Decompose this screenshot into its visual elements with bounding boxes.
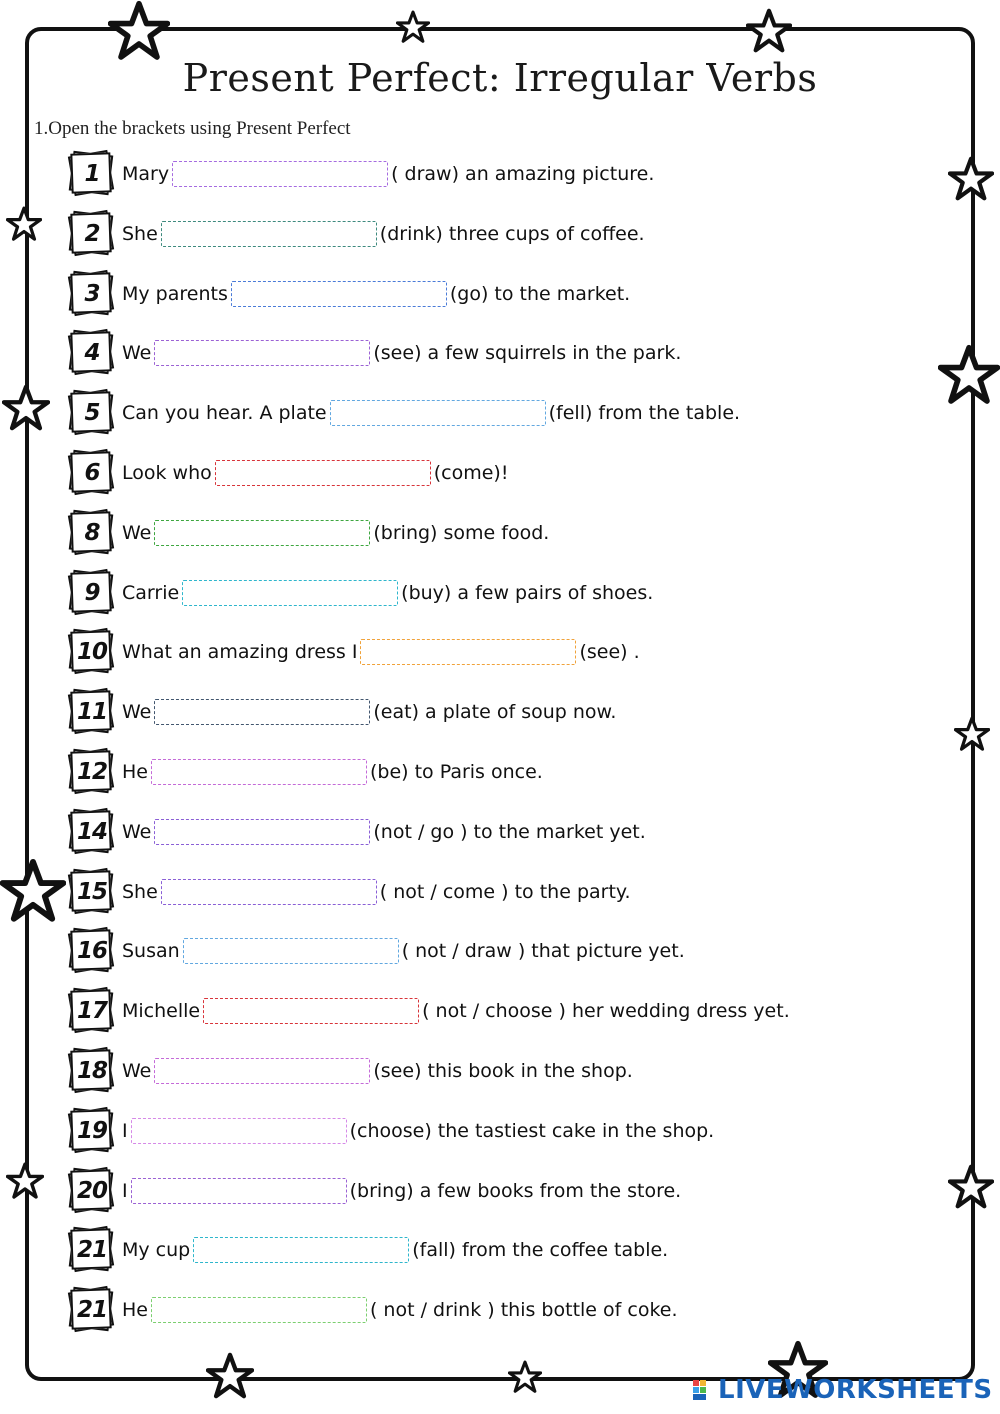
answer-input[interactable] bbox=[131, 1178, 347, 1204]
sentence-start: Mary bbox=[122, 163, 170, 185]
sentence-end: ( draw) an amazing picture. bbox=[391, 163, 655, 185]
sentence-start: My parents bbox=[122, 282, 228, 305]
answer-input[interactable] bbox=[151, 1297, 367, 1323]
answer-input[interactable] bbox=[161, 879, 377, 905]
item-number: 4 bbox=[84, 340, 100, 367]
item-number: 14 bbox=[76, 818, 107, 845]
exercise-row bbox=[66, 327, 681, 379]
sentence-end: (fell) from the table. bbox=[548, 402, 741, 425]
item-number-badge bbox=[66, 387, 118, 439]
sentence-end: (fall) from the coffee table. bbox=[412, 1239, 669, 1262]
sentence-start: I bbox=[122, 1179, 128, 1202]
sentence-end: (see) a few squirrels in the park. bbox=[373, 342, 682, 365]
exercise-row bbox=[66, 746, 543, 798]
item-number: 1 bbox=[84, 161, 100, 187]
exercise-row bbox=[66, 985, 790, 1037]
answer-input[interactable] bbox=[154, 520, 370, 546]
exercise-row bbox=[66, 1045, 633, 1097]
item-number: 9 bbox=[84, 579, 100, 606]
answer-input[interactable] bbox=[215, 460, 431, 486]
item-number-badge bbox=[66, 268, 118, 320]
item-number: 2 bbox=[84, 220, 100, 247]
item-number: 11 bbox=[76, 699, 107, 726]
exercise-row bbox=[66, 866, 630, 918]
sentence-start: Susan bbox=[122, 940, 180, 963]
item-number-badge bbox=[66, 686, 118, 738]
item-number-badge bbox=[66, 1045, 118, 1097]
star-icon bbox=[948, 1164, 994, 1210]
item-number-badge bbox=[66, 148, 118, 200]
sentence-start: We bbox=[122, 1060, 152, 1082]
answer-input[interactable] bbox=[193, 1237, 409, 1263]
answer-input[interactable] bbox=[154, 699, 370, 725]
item-number-badge bbox=[66, 1105, 118, 1157]
exercise-row bbox=[66, 925, 685, 977]
exercise-row bbox=[66, 1224, 668, 1276]
sentence-end: (be) to Paris once. bbox=[369, 761, 543, 783]
star-icon bbox=[6, 206, 42, 242]
star-icon bbox=[2, 384, 50, 432]
exercise-row bbox=[66, 626, 640, 678]
exercise-row bbox=[66, 447, 508, 499]
sentence-start: I bbox=[122, 1119, 128, 1142]
item-number: 17 bbox=[76, 998, 107, 1025]
sentence-start: She bbox=[122, 222, 158, 245]
sentence-start: Carrie bbox=[122, 581, 180, 604]
item-number: 10 bbox=[76, 639, 107, 666]
exercise-row bbox=[66, 507, 549, 559]
sentence-end: (bring) some food. bbox=[373, 521, 550, 544]
item-number-badge bbox=[66, 866, 118, 918]
exercise-row bbox=[66, 148, 654, 200]
item-number: 20 bbox=[76, 1177, 107, 1204]
exercise-row bbox=[66, 1105, 714, 1157]
exercise-row bbox=[66, 1284, 678, 1336]
answer-input[interactable] bbox=[151, 759, 367, 785]
answer-input[interactable] bbox=[161, 221, 377, 247]
answer-input[interactable] bbox=[182, 580, 398, 606]
exercise-row bbox=[66, 686, 616, 738]
item-number: 19 bbox=[76, 1117, 107, 1144]
exercise-row bbox=[66, 567, 653, 619]
star-icon bbox=[396, 10, 430, 44]
sentence-start: He bbox=[122, 761, 148, 783]
sentence-end: (see) . bbox=[579, 641, 640, 664]
sentence-start: My cup bbox=[122, 1239, 191, 1262]
sentence-end: (drink) three cups of coffee. bbox=[379, 222, 645, 245]
sentence-end: (come)! bbox=[433, 462, 509, 484]
answer-input[interactable] bbox=[154, 1058, 370, 1084]
item-number-badge bbox=[66, 1224, 118, 1276]
sentence-start: He bbox=[122, 1299, 148, 1322]
item-number-badge bbox=[66, 1165, 118, 1217]
answer-input[interactable] bbox=[360, 639, 576, 665]
item-number: 3 bbox=[84, 280, 100, 307]
sentence-start: What an amazing dress I bbox=[122, 641, 358, 664]
item-number-badge bbox=[66, 507, 118, 559]
liveworksheets-logo[interactable] bbox=[692, 1375, 993, 1405]
item-number: 15 bbox=[76, 878, 107, 905]
answer-input[interactable] bbox=[183, 938, 399, 964]
item-number: 5 bbox=[84, 400, 100, 427]
sentence-end: (eat) a plate of soup now. bbox=[373, 701, 617, 724]
item-number-badge bbox=[66, 1284, 118, 1336]
sentence-start: Can you hear. A plate bbox=[122, 402, 327, 425]
sentence-start: We bbox=[122, 342, 152, 365]
sentence-end: (go) to the market. bbox=[449, 282, 631, 305]
star-icon bbox=[0, 858, 66, 924]
answer-input[interactable] bbox=[154, 340, 370, 366]
exercise-row bbox=[66, 806, 646, 858]
item-number: 6 bbox=[84, 460, 100, 486]
sentence-end: (not / go ) to the market yet. bbox=[373, 820, 646, 843]
instruction-text: 1.Open the brackets using Present Perfect bbox=[34, 118, 351, 139]
item-number-badge bbox=[66, 746, 118, 798]
star-icon bbox=[6, 1162, 44, 1200]
star-icon bbox=[948, 156, 994, 202]
sentence-start: We bbox=[122, 521, 152, 544]
item-number-badge bbox=[66, 985, 118, 1037]
item-number: 21 bbox=[76, 1297, 107, 1324]
star-icon bbox=[108, 0, 170, 62]
item-number: 12 bbox=[76, 759, 107, 785]
item-number: 8 bbox=[84, 519, 100, 546]
sentence-start: We bbox=[122, 701, 152, 724]
item-number-badge bbox=[66, 567, 118, 619]
exercise-row bbox=[66, 1165, 681, 1217]
item-number: 18 bbox=[76, 1058, 107, 1084]
star-icon bbox=[746, 8, 792, 54]
item-number-badge bbox=[66, 626, 118, 678]
answer-input[interactable] bbox=[172, 161, 388, 187]
liveworksheets-logo-icon bbox=[692, 1378, 714, 1402]
answer-input[interactable] bbox=[231, 281, 447, 307]
star-icon bbox=[508, 1360, 542, 1394]
exercise-row bbox=[66, 208, 645, 260]
sentence-end: ( not / drink ) this bottle of coke. bbox=[369, 1299, 678, 1322]
item-number-badge bbox=[66, 447, 118, 499]
answer-input[interactable] bbox=[154, 819, 370, 845]
star-icon bbox=[954, 716, 990, 752]
sentence-start: Michelle bbox=[122, 1000, 201, 1023]
answer-input[interactable] bbox=[203, 998, 419, 1024]
answer-input[interactable] bbox=[330, 400, 546, 426]
sentence-end: ( not / come ) to the party. bbox=[379, 880, 631, 903]
liveworksheets-brand: LIVEWORKSHEETS bbox=[718, 1375, 993, 1405]
item-number-badge bbox=[66, 327, 118, 379]
item-number-badge bbox=[66, 208, 118, 260]
sentence-end: ( not / choose ) her wedding dress yet. bbox=[422, 1000, 790, 1023]
answer-input[interactable] bbox=[131, 1118, 347, 1144]
item-number-badge bbox=[66, 925, 118, 977]
sentence-end: (buy) a few pairs of shoes. bbox=[401, 581, 654, 604]
item-number: 21 bbox=[76, 1237, 107, 1264]
sentence-end: (choose) the tastiest cake in the shop. bbox=[349, 1119, 715, 1142]
sentence-start: Look who bbox=[122, 462, 212, 484]
item-number: 16 bbox=[76, 938, 107, 965]
sentence-end: (bring) a few books from the store. bbox=[349, 1179, 682, 1202]
sentence-start: We bbox=[122, 820, 152, 843]
star-icon bbox=[938, 344, 1000, 406]
sentence-end: ( not / draw ) that picture yet. bbox=[401, 940, 685, 963]
item-number-badge bbox=[66, 806, 118, 858]
exercise-row bbox=[66, 387, 740, 439]
sentence-start: She bbox=[122, 880, 158, 903]
page-title: Present Perfect: Irregular Verbs bbox=[182, 56, 818, 100]
exercise-row bbox=[66, 268, 630, 320]
star-icon bbox=[206, 1352, 254, 1400]
sentence-end: (see) this book in the shop. bbox=[373, 1060, 633, 1082]
